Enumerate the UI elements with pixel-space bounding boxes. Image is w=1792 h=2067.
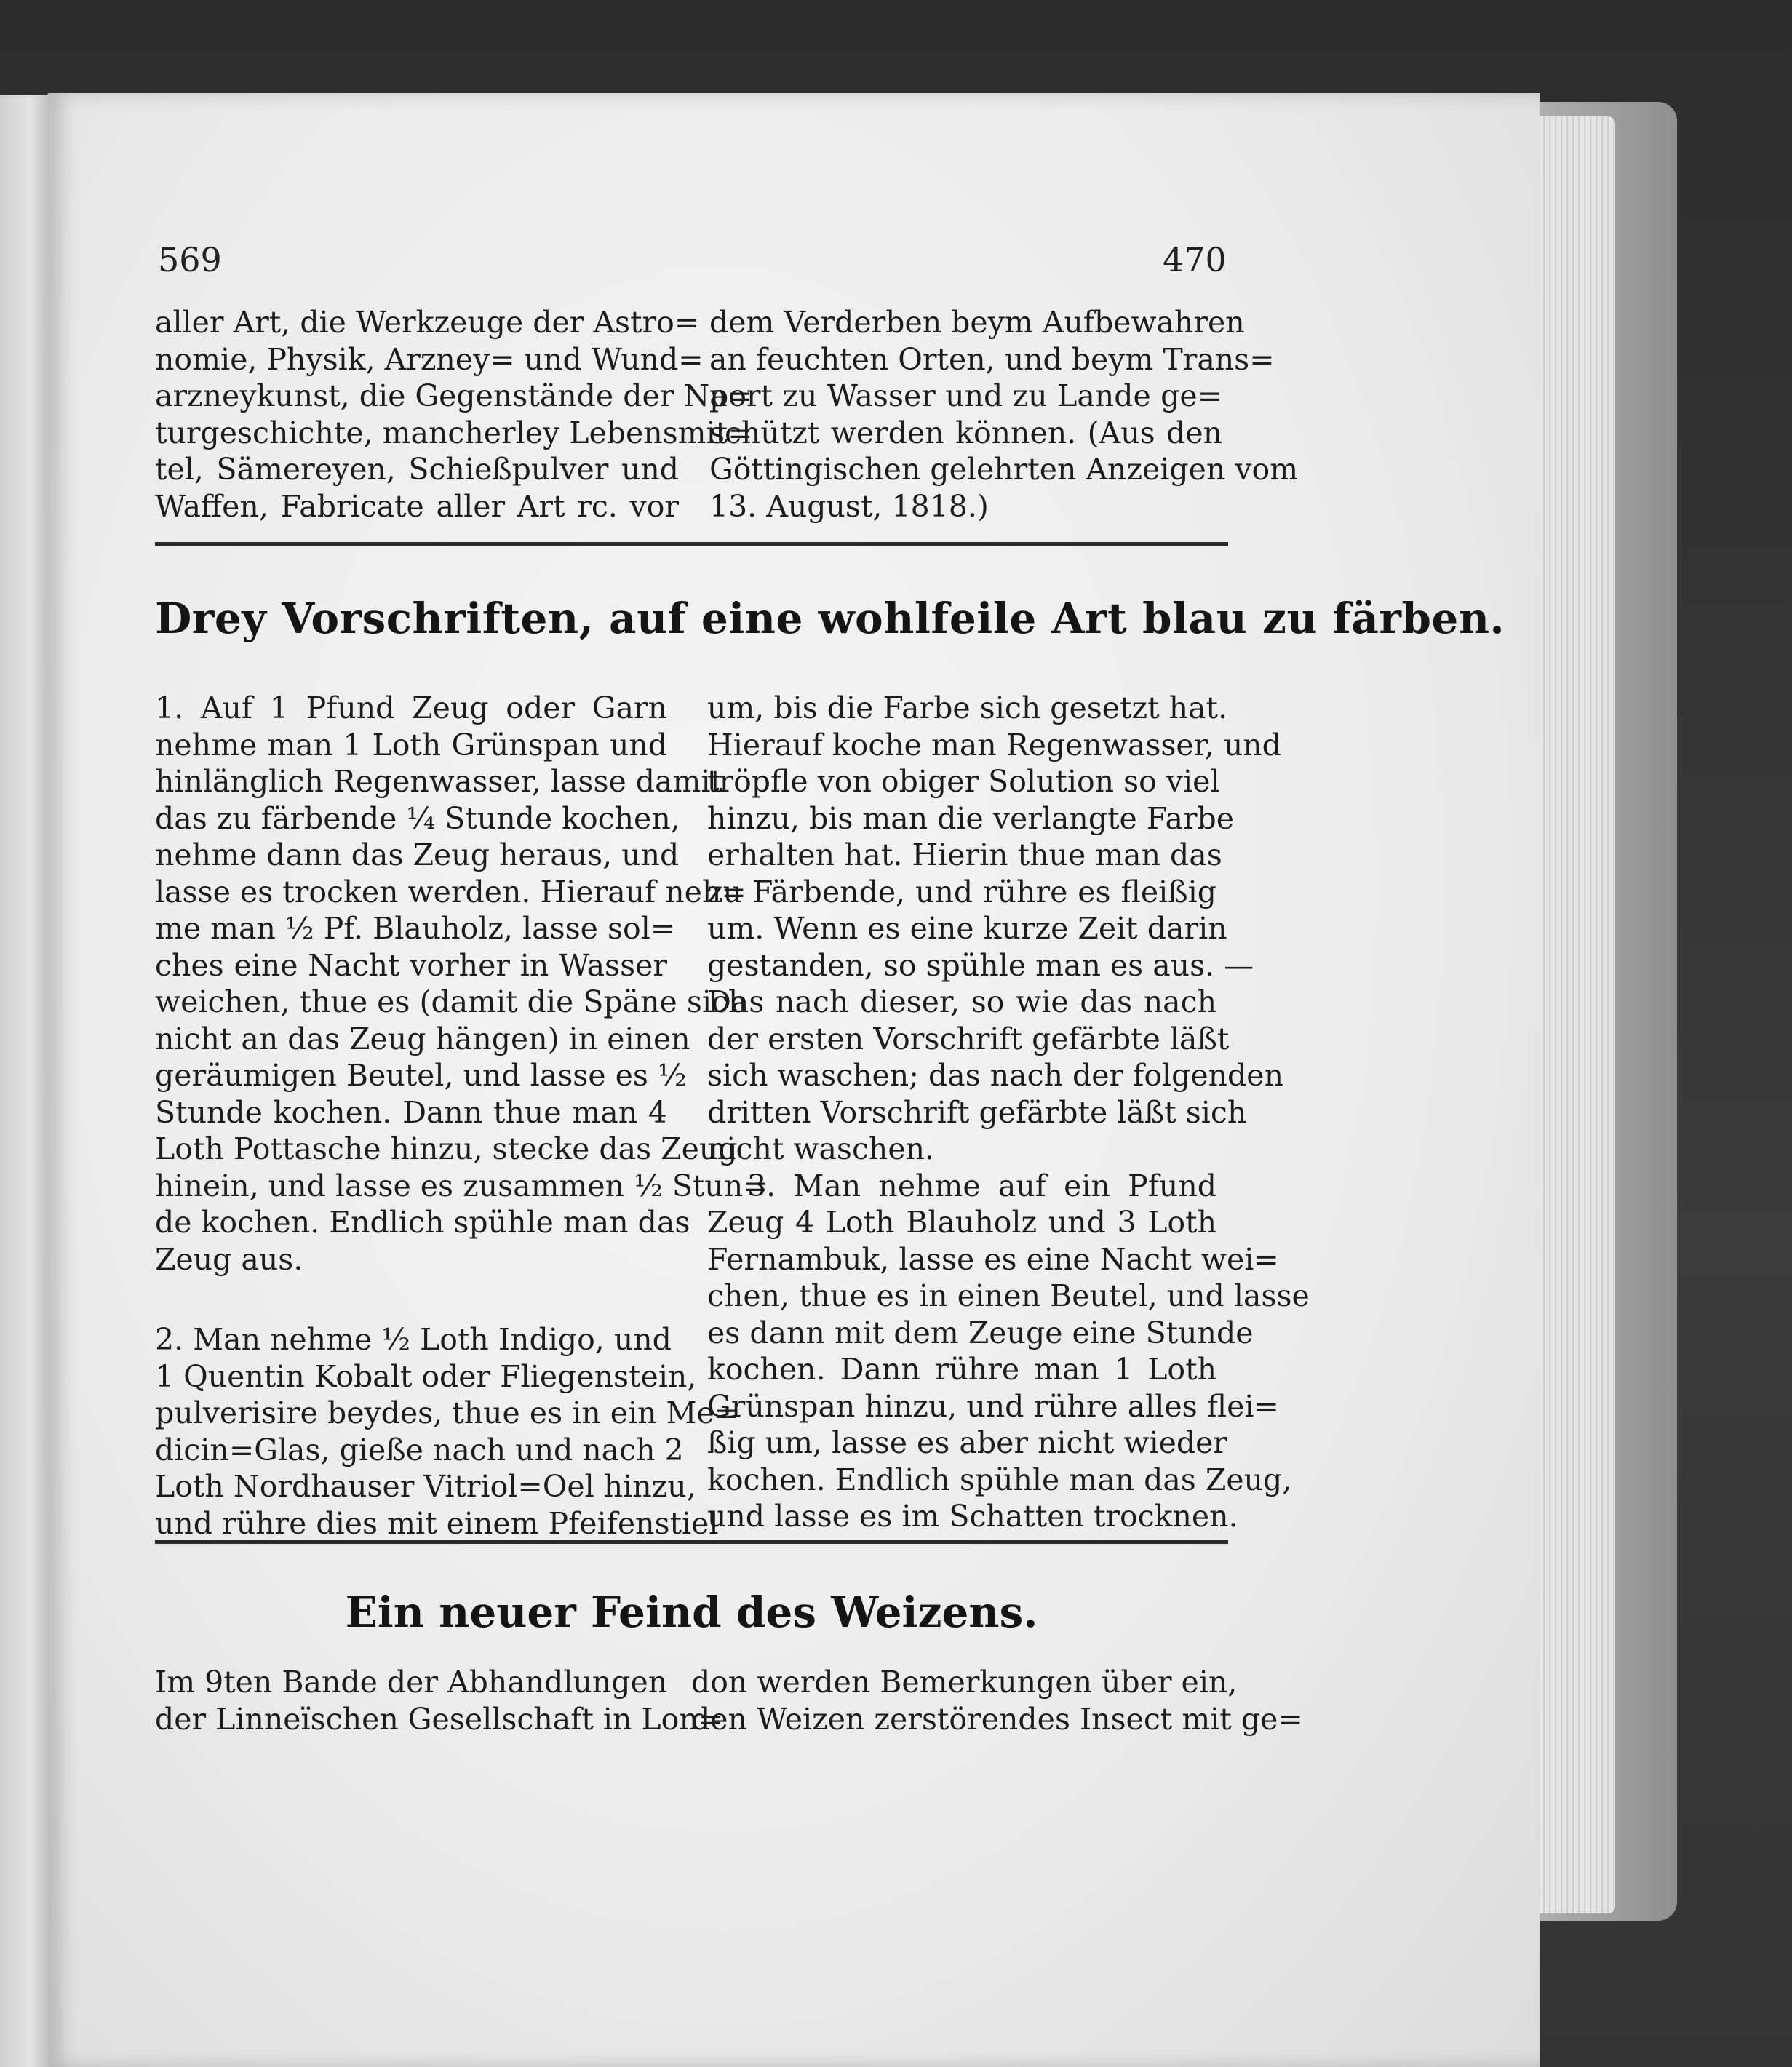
text-line: weichen, thue es (damit die Späne sich xyxy=(155,984,748,1019)
text-line: pulverisire beydes, thue es in ein Me= xyxy=(155,1395,740,1430)
text-line: um. Wenn es eine kurze Zeit darin xyxy=(707,911,1227,946)
text-line: sich waschen; das nach der folgenden xyxy=(707,1058,1283,1093)
text-line: nicht an das Zeug hängen) in einen xyxy=(155,1021,690,1056)
top-left-column xyxy=(155,304,753,525)
text-line: 1. Auf 1 Pfund Zeug oder Garn xyxy=(155,690,667,725)
text-line: tel, Sämereyen, Schießpulver und xyxy=(155,452,679,487)
text-line: Göttingischen gelehrten Anzeigen vom xyxy=(709,452,1299,487)
top-right-column xyxy=(709,304,1299,525)
text-line: um, bis die Farbe sich gesetzt hat. xyxy=(707,690,1227,725)
text-line: gestanden, so spühle man es aus. — xyxy=(707,947,1254,983)
article2-right-column xyxy=(691,1664,1303,1737)
article-title: Ein neuer Feind des Weizens. xyxy=(345,1588,1038,1637)
article1-right-column xyxy=(707,690,1310,1535)
text-line: kochen. Endlich spühle man das Zeug, xyxy=(707,1462,1292,1497)
text-line: schützt werden können. (Aus den xyxy=(709,415,1222,450)
text-line: es dann mit dem Zeuge eine Stunde xyxy=(707,1315,1254,1350)
text-line: und lasse es im Schatten trocknen. xyxy=(707,1499,1238,1534)
text-line: Zeug aus. xyxy=(155,1241,303,1277)
text-line: 13. August, 1818.) xyxy=(709,488,989,524)
text-line: Zeug 4 Loth Blauholz und 3 Loth xyxy=(707,1205,1216,1240)
text-line: dritten Vorschrift gefärbte läßt sich xyxy=(707,1094,1247,1130)
paragraph-gap xyxy=(155,1278,667,1321)
text-line: lasse es trocken werden. Hierauf neh= xyxy=(155,874,746,909)
text-line: nicht waschen. xyxy=(707,1131,935,1166)
left-page-number: 569 xyxy=(158,240,222,279)
section-divider xyxy=(155,542,1228,546)
text-line: don werden Bemerkungen über ein, xyxy=(691,1665,1238,1700)
facing-page-edge xyxy=(0,95,51,2067)
text-line: port zu Wasser und zu Lande ge= xyxy=(709,378,1222,413)
text-line: Das nach dieser, so wie das nach xyxy=(707,984,1216,1019)
text-line: Loth Nordhauser Vitriol=Oel hinzu, xyxy=(155,1469,696,1504)
text-line: kochen. Dann rühre man 1 Loth xyxy=(707,1352,1216,1387)
text-line: Waffen, Fabricate aller Art rc. vor xyxy=(155,488,679,524)
text-line: ches eine Nacht vorher in Wasser xyxy=(155,947,667,983)
text-line: dem Verderben beym Aufbewahren xyxy=(709,305,1245,340)
text-line: Grünspan hinzu, und rühre alles flei= xyxy=(707,1388,1279,1424)
text-line: aller Art, die Werkzeuge der Astro= xyxy=(155,305,700,340)
text-line: an feuchten Orten, und beym Trans= xyxy=(709,341,1275,377)
text-line: den Weizen zerstörendes Insect mit ge= xyxy=(691,1701,1303,1737)
text-line: das zu färbende ¼ Stunde kochen, xyxy=(155,800,680,836)
text-line: Fernambuk, lasse es eine Nacht wei= xyxy=(707,1241,1279,1277)
text-line: de kochen. Endlich spühle man das xyxy=(155,1205,690,1240)
text-line: Im 9ten Bande der Abhandlungen xyxy=(155,1665,668,1700)
text-line: der Linneïschen Gesellschaft in Lon= xyxy=(155,1701,724,1737)
text-line: hinzu, bis man die verlangte Farbe xyxy=(707,800,1235,836)
text-line: Hierauf koche man Regenwasser, und xyxy=(707,727,1281,762)
text-line: 1 Quentin Kobalt oder Fliegenstein, xyxy=(155,1358,697,1394)
text-line: me man ½ Pf. Blauholz, lasse sol= xyxy=(155,911,676,946)
text-line: nehme man 1 Loth Grünspan und xyxy=(155,727,667,762)
article2-left-column xyxy=(155,1664,724,1737)
text-line: Stunde kochen. Dann thue man 4 xyxy=(155,1094,667,1130)
article-title: Drey Vorschriften, auf eine wohlfeile Art blau zu färben. xyxy=(155,594,1505,643)
text-line: hinein, und lasse es zusammen ½ Stun= xyxy=(155,1168,768,1203)
text-line: 2. Man nehme ½ Loth Indigo, und xyxy=(155,1322,672,1357)
text-line: geräumigen Beutel, und lasse es ½ xyxy=(155,1058,687,1093)
text-line: ßig um, lasse es aber nicht wieder xyxy=(707,1425,1227,1460)
text-line: nomie, Physik, Arzney= und Wund= xyxy=(155,341,704,377)
text-line: der ersten Vorschrift gefärbte läßt xyxy=(707,1021,1230,1056)
text-line: und rühre dies mit einem Pfeifenstiel xyxy=(155,1505,719,1541)
text-line: hinlänglich Regenwasser, lasse damit xyxy=(155,764,722,799)
text-line: tröpfle von obiger Solution so viel xyxy=(707,764,1220,799)
text-line: zu Färbende, und rühre es fleißig xyxy=(707,874,1216,909)
text-line: Loth Pottasche hinzu, stecke das Zeug xyxy=(155,1131,738,1166)
text-line: arzneykunst, die Gegenstände der Na= xyxy=(155,378,753,413)
text-line: 3. Man nehme auf ein Pfund xyxy=(747,1168,1216,1203)
page-block-edges xyxy=(1528,116,1615,1913)
text-line: turgeschichte, mancherley Lebensmit= xyxy=(155,415,753,450)
text-line: dicin=Glas, gieße nach und nach 2 xyxy=(155,1432,684,1467)
text-line: chen, thue es in einen Beutel, und lasse xyxy=(707,1278,1310,1313)
article1-left-column xyxy=(155,690,768,1542)
section-divider xyxy=(155,1540,1228,1544)
right-page-number: 470 xyxy=(1163,240,1227,279)
text-line: nehme dann das Zeug heraus, und xyxy=(155,837,680,872)
text-line: erhalten hat. Hierin thue man das xyxy=(707,837,1222,872)
